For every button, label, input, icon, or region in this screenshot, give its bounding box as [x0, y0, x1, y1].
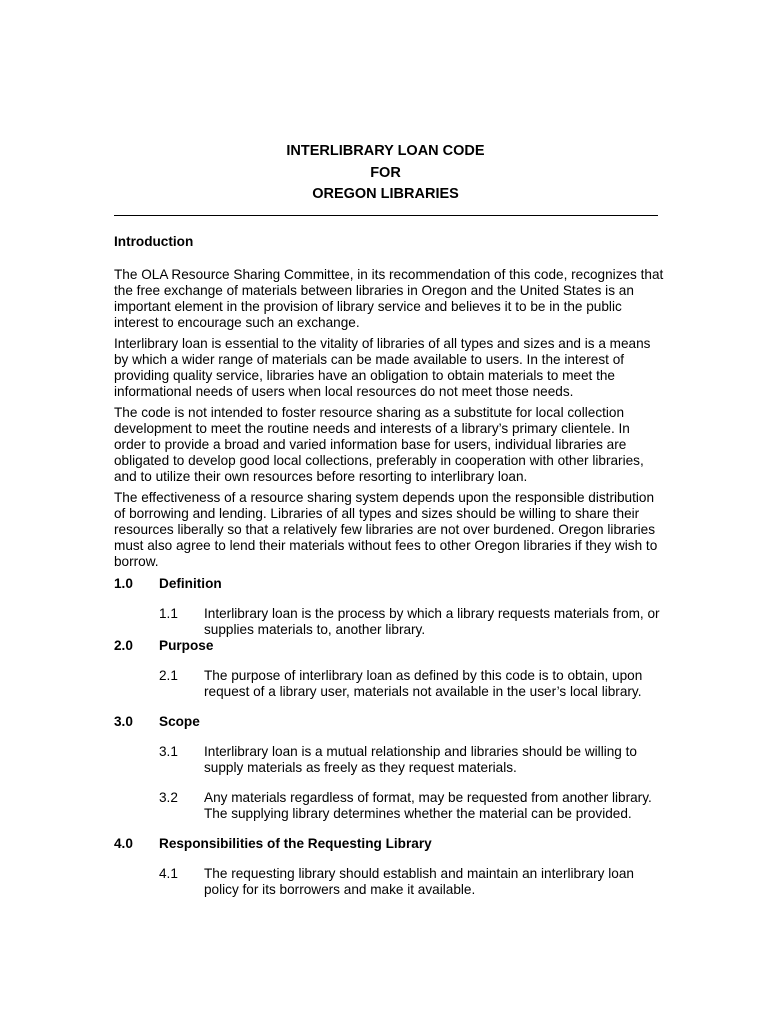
clause-number: 3.2 [159, 790, 178, 805]
section-number: 4.0 [114, 836, 133, 851]
introduction-heading: Introduction [114, 234, 194, 249]
clause-number: 4.1 [159, 866, 178, 881]
title-line-2: FOR [370, 164, 401, 181]
document-title [114, 141, 657, 206]
clause-text: The purpose of interlibrary loan as defined by this code is to obtain, upon request of a library user, materials not available in the user’s local library. [204, 668, 643, 699]
section-heading-definition [114, 576, 664, 592]
title-line-1: INTERLIBRARY LOAN CODE [286, 143, 485, 159]
clause-text: Interlibrary loan is a mutual relationship and libraries should be willing to supply materials as freely as they request materials. [204, 744, 637, 775]
clause-number: 1.1 [159, 606, 178, 621]
clause-2-1 [114, 668, 664, 700]
section-number: 1.0 [114, 576, 133, 591]
clause-number: 2.1 [159, 668, 178, 683]
clause-4-1 [114, 866, 664, 898]
title-divider [114, 215, 658, 216]
clause-text: Any materials regardless of format, may be requested from another library. The supplying library determines whether the material can be provided. [204, 790, 652, 821]
introduction-paragraph-4: The effectiveness of a resource sharing system depends upon the responsible distribution of borrowing and lending. Libraries of all types and sizes should be willing to share their resources liberally so that a relatively few libraries are not over burdened. Oregon libraries must also agree to lend their materials without fees to other Oregon libraries if they wish to borrow. [114, 490, 658, 569]
introduction-paragraph-1: The OLA Resource Sharing Committee, in its recommendation of this code, recognizes that the free exchange of materials between libraries in Oregon and the United States is an important element in the provision of library service and believes it to be in the public interest to encourage such an exchange. [114, 267, 664, 330]
document-body [114, 234, 664, 898]
section-title: Responsibilities of the Requesting Library [159, 836, 432, 851]
clause-1-1 [114, 606, 664, 638]
section-heading-responsibilities [114, 836, 664, 852]
section-title: Scope [159, 714, 200, 729]
clause-text: Interlibrary loan is the process by which a library requests materials from, or supplies materials to, another library. [204, 606, 660, 637]
clause-3-1 [114, 744, 664, 776]
section-heading-purpose [114, 638, 664, 654]
section-number: 3.0 [114, 714, 133, 729]
introduction-paragraph-3: The code is not intended to foster resource sharing as a substitute for local collection development to meet the routine needs and interests of a library’s primary clientele. In order to provide a broad and varied information base for users, individual libraries are obligated to develop good local collections, preferably in cooperation with other libraries, and to utilize their own resources before resorting to interlibrary loan. [114, 405, 644, 484]
section-title: Definition [159, 576, 222, 591]
clause-text: The requesting library should establish and maintain an interlibrary loan policy for its borrowers and make it available. [204, 866, 634, 897]
introduction-paragraph-2: Interlibrary loan is essential to the vitality of libraries of all types and sizes and is a means by which a wider range of materials can be made available to users. In the interest of providing quality service, libraries have an obligation to obtain materials to meet the informational needs of users when local resources do not meet those needs. [114, 336, 651, 399]
section-number: 2.0 [114, 638, 133, 653]
section-heading-scope [114, 714, 664, 730]
section-title: Purpose [159, 638, 214, 653]
title-line-3: OREGON LIBRARIES [312, 186, 459, 202]
clause-number: 3.1 [159, 744, 178, 759]
clause-3-2 [114, 790, 664, 822]
